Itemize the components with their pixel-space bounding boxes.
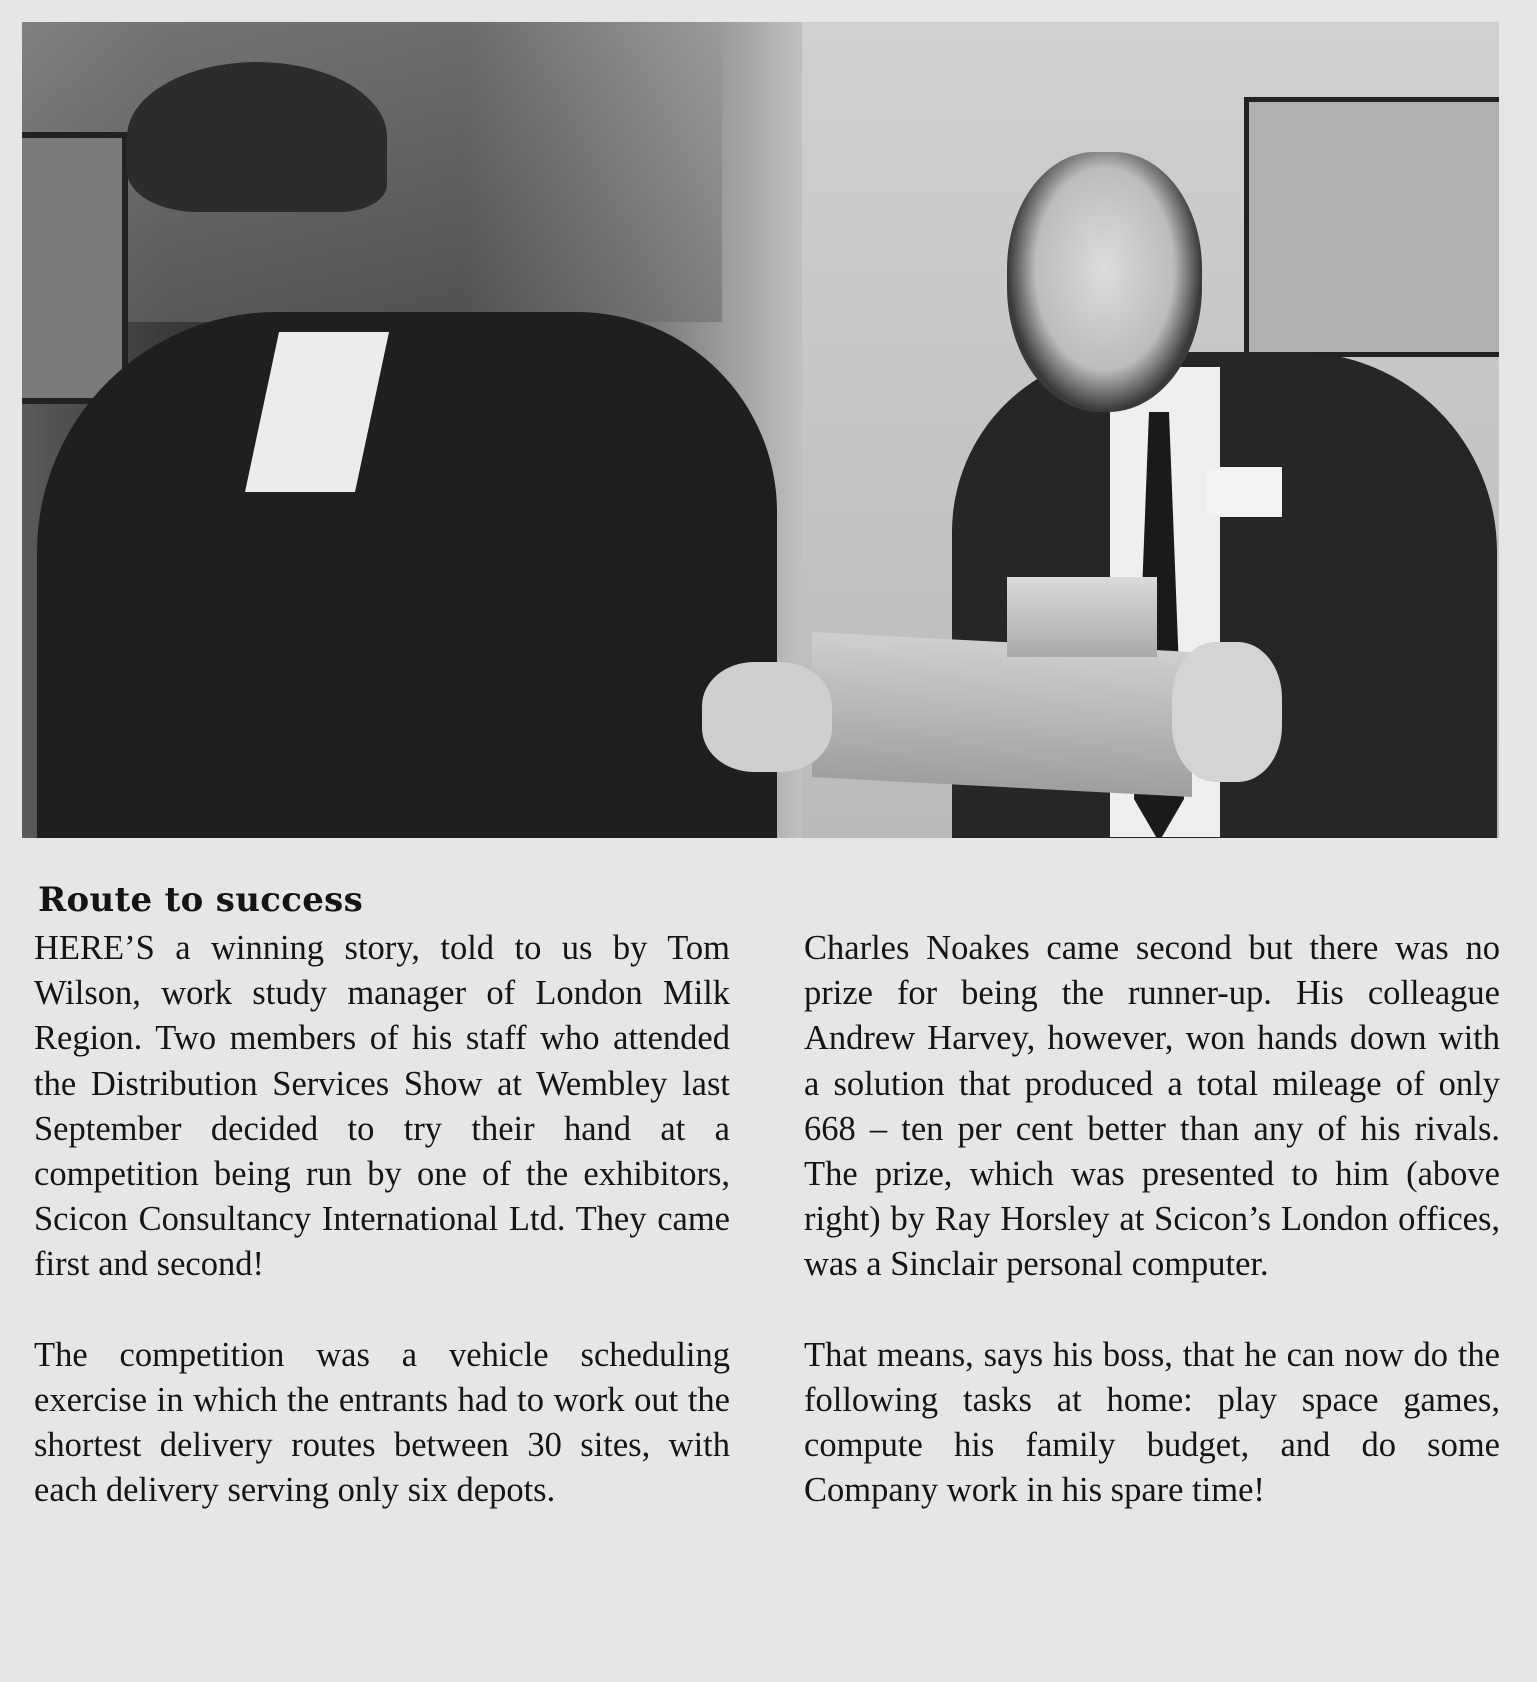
article-paragraph: HERE’S a winning story, told to us by Tom Wilson, work study manager of London Milk Region. Two members of his staff who attended the Distribution Services Show at Wembley last September decided to try their hand at a competition being run by one of the exhibitors, Scicon Consultancy International Ltd. They came first and second! xyxy=(34,929,730,1284)
article-paragraph: Charles Noakes came second but there was no prize for being the runner-up. His colleague Andrew Harvey, however, won hands down with a solution that produced a total mileage of only 668 – ten per cent better than any of his rivals. The prize, which was presented to him (above right) by Ray Horsley at Scicon’s London offices, was a Sinclair personal computer. xyxy=(804,929,1500,1284)
name-badge xyxy=(1207,467,1282,517)
article-column-left xyxy=(34,926,730,1513)
picture-frame-right xyxy=(1244,97,1499,357)
article-column-right xyxy=(804,926,1500,1513)
picture-frame-left xyxy=(22,132,128,404)
article-paragraph: The competition was a vehicle scheduling exercise in which the entrants had to work out the shortest delivery routes between 30 sites, with each delivery serving only six depots. xyxy=(34,1335,730,1510)
prize-box-small xyxy=(1007,577,1157,657)
winner-head xyxy=(1007,152,1202,412)
article-paragraph: That means, says his boss, that he can now do the following tasks at home: play space games, compute his family budget, and do some Company work in his spare time! xyxy=(804,1335,1500,1510)
presenter-hair xyxy=(127,62,387,212)
presenter-figure xyxy=(37,312,777,838)
article-photo xyxy=(22,22,1499,838)
presenter-hand xyxy=(702,662,832,772)
winner-hand xyxy=(1172,642,1282,782)
article-headline: Route to success xyxy=(38,880,364,920)
